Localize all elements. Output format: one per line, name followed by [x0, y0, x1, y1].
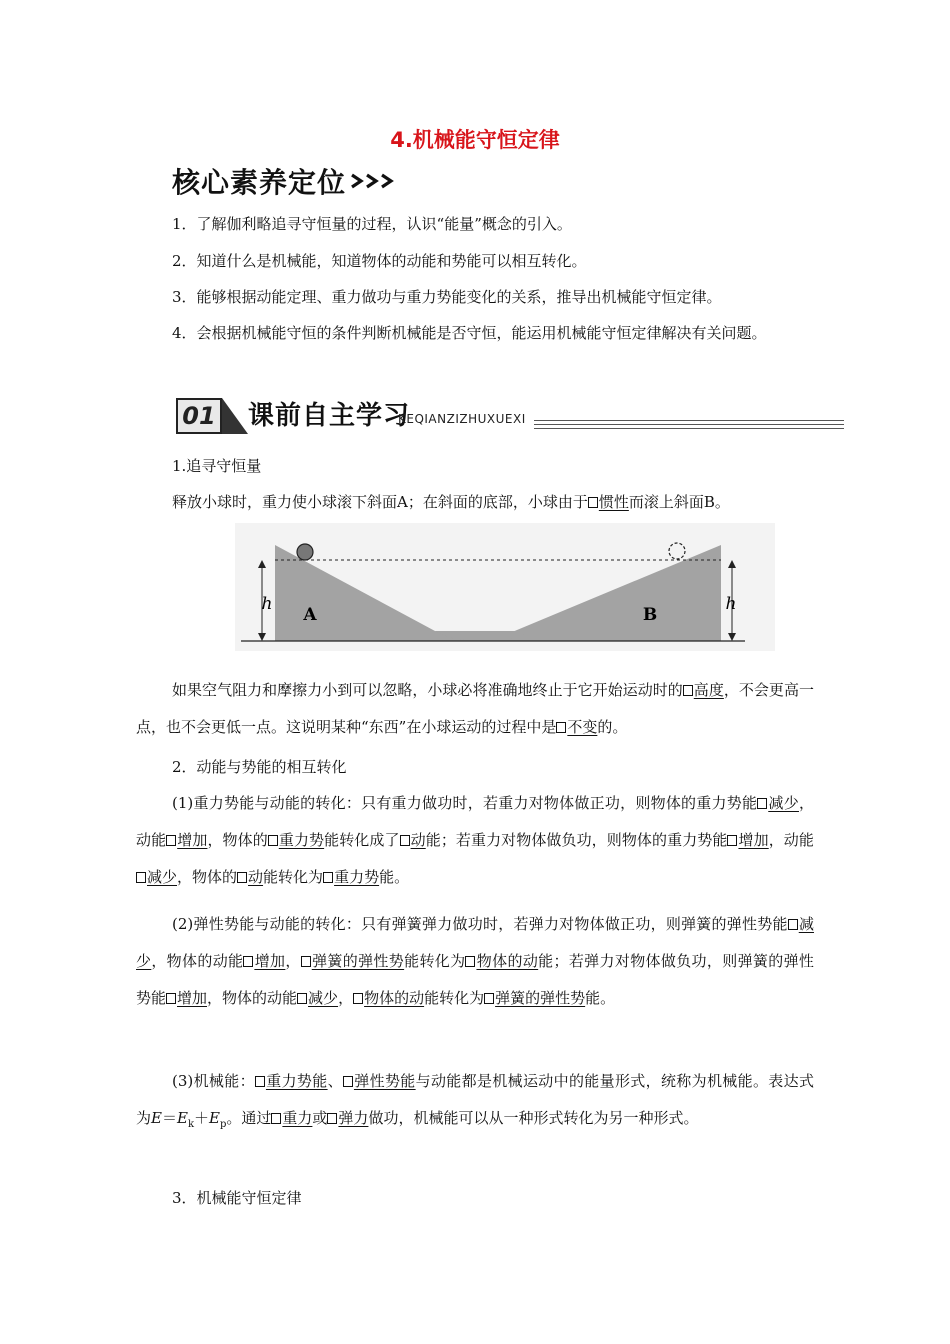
blank-box-icon	[588, 497, 598, 508]
section-01-banner	[176, 398, 844, 438]
blank-box-icon	[327, 1113, 337, 1124]
blank-box-icon	[301, 956, 311, 967]
ball-icon	[297, 544, 313, 560]
answer-blank: 物体的动	[364, 989, 425, 1007]
s2-heading: 2．动能与势能的相互转化	[172, 758, 347, 776]
s1-paragraph-2: 如果空气阻力和摩擦力小到可以忽略，小球必将准确地终止于它开始运动时的 高度，不会更高一点，也不会更低一点。这说明某种“东西”在小球运动的过程中是 不变的。	[136, 681, 814, 736]
answer-blank: 重力势	[278, 831, 325, 849]
blank-box-icon	[243, 956, 253, 967]
page-title: 4.机械能守恒定律	[390, 128, 560, 152]
answer-blank: 物体的动	[476, 952, 539, 970]
answer-blank: 重力势能	[265, 1072, 328, 1090]
blank-box-icon	[727, 835, 737, 846]
answer-blank: 高度	[693, 681, 724, 699]
answer-blank: 增加	[738, 831, 769, 849]
answer-blank: 动	[248, 868, 264, 886]
core-heading-text: 核心素养定位	[172, 166, 347, 199]
answer-blank: 弹簧的弹性势	[311, 952, 405, 970]
goal-2: 2．知道什么是机械能，知道物体的动能和势能可以相互转化。	[172, 252, 587, 270]
s1-paragraph-1: 释放小球时，重力使小球滚下斜面A；在斜面的底部，小球由于 惯性而滚上斜面B。	[172, 493, 730, 511]
answer-blank: 弹力	[338, 1109, 369, 1127]
triple-chevron-icon	[350, 172, 398, 190]
blank-box-icon	[465, 956, 475, 967]
goal-1: 1．了解伽利略追寻守恒量的过程，认识“能量”概念的引入。	[172, 215, 572, 233]
blank-box-icon	[136, 872, 146, 883]
s2-paragraph-1: (1)重力势能与动能的转化：只有重力做功时，若重力对物体做正功，则物体的重力势能 减少，动能 增加，物体的 重力势能转化成了 动能；若重力对物体做负功，则物体的重力势能 增加，动能减少，物体的 动能转化为 重力势能。	[136, 794, 814, 886]
core-literacy-heading	[172, 161, 398, 201]
blank-box-icon	[484, 993, 494, 1004]
answer-blank: 减少	[147, 868, 178, 886]
blank-box-icon	[271, 1113, 281, 1124]
slope-a-label: A	[303, 605, 317, 625]
answer-blank: 弹性势能	[353, 1072, 416, 1090]
answer-blank: 减少	[136, 915, 814, 970]
answer-blank: 增加	[177, 989, 208, 1007]
blank-box-icon	[323, 872, 333, 883]
blank-box-icon	[297, 993, 307, 1004]
answer-blank: 减少	[308, 989, 339, 1007]
incline-diagram	[235, 523, 775, 651]
blank-box-icon	[268, 835, 278, 846]
s2-paragraph-2: (2)弹性势能与动能的转化：只有弹簧弹力做功时，若弹力对物体做正功，则弹簧的弹性势能 减少，物体的动能 增加， 弹簧的弹性势能转化为 物体的动能；若弹力对物体做负功，则弹簧的弹性势能 增加，物体的动能 减少， 物体的动能转化为 弹簧的弹性势能。	[136, 915, 814, 1007]
blank-box-icon	[255, 1076, 265, 1087]
blank-box-icon	[237, 872, 247, 883]
section-title: 课前自主学习	[248, 401, 411, 431]
goal-3: 3．能够根据动能定理、重力做功与重力势能变化的关系，推导出机械能守恒定律。	[172, 288, 722, 306]
section-pinyin: KEQIANZIZHUXUEXI	[398, 412, 526, 426]
answer-blank: 惯性	[598, 493, 629, 511]
answer-blank: 动	[410, 831, 426, 849]
answer-blank: 重力势	[334, 868, 380, 886]
banner-wedge-icon	[222, 398, 248, 436]
answer-blank: 弹簧的弹性势	[495, 989, 586, 1007]
s2-paragraph-3: (3)机械能： 重力势能、 弹性势能与动能都是机械运动中的能量形式，统称为机械能。表达式为$E=E_k+E_p$。通过 重力或 弹力做功，机械能可以从一种形式转化为另一种形式。	[136, 1072, 814, 1130]
slope-b-label: B	[642, 605, 658, 625]
blank-box-icon	[788, 919, 798, 930]
blank-box-icon	[683, 685, 693, 696]
blank-box-icon	[343, 1076, 353, 1087]
answer-blank: 增加	[177, 831, 208, 849]
answer-blank: 不变	[567, 718, 598, 736]
height-label-left: h	[261, 594, 273, 614]
goal-4: 4．会根据机械能守恒的条件判断机械能是否守恒，能运用机械能守恒定律解决有关问题。	[172, 324, 767, 342]
s1-heading: 1.追寻守恒量	[172, 457, 262, 475]
blank-box-icon	[757, 798, 767, 809]
height-label-right: h	[725, 594, 737, 614]
blank-box-icon	[556, 722, 566, 733]
section-number: 01	[176, 398, 222, 434]
answer-blank: 重力	[282, 1109, 313, 1127]
banner-rules	[534, 420, 844, 432]
blank-box-icon	[166, 993, 176, 1004]
blank-box-icon	[166, 835, 176, 846]
answer-blank: 减少	[768, 794, 799, 812]
s3-heading: 3．机械能守恒定律	[172, 1189, 302, 1207]
blank-box-icon	[400, 835, 410, 846]
blank-box-icon	[353, 993, 363, 1004]
answer-blank: 增加	[254, 952, 286, 970]
